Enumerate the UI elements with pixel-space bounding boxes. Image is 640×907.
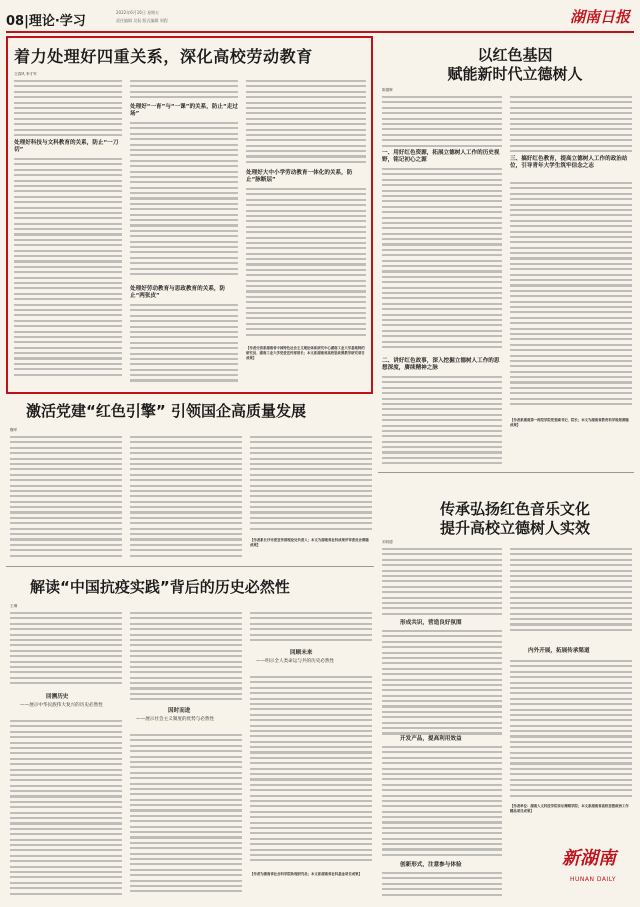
stamp-brand: 新湖南 — [562, 848, 616, 869]
article3-body-col1 — [10, 436, 122, 562]
article5-body-col2b — [130, 734, 242, 900]
article4-heading-4: 内外开展，拓展传承渠道 — [528, 648, 590, 654]
article2-heading-3: 三、搞好红色教育，提高立德树人工作的政治站位，引导青年大学生筑牢信念之志 — [510, 156, 628, 169]
article1-author: 文春风 李才军 — [14, 72, 37, 76]
article5-body-col3b — [250, 676, 372, 868]
article1-body-col2c — [130, 304, 238, 386]
article4-author-note: 【作者单位：湖南人文科技学院音乐舞蹈学院；本文系湖南省高校思想政治工作精品项目成果】 — [510, 804, 629, 813]
article2-author-note: 【作者系湖南第一师范学院党委副书记、院长；本文为湖南省教育科学规划课题成果】 — [510, 418, 629, 427]
article3-author: 魏军 — [10, 428, 18, 432]
article2-body-col1c — [382, 376, 502, 468]
article4-title: 传承弘扬红色音乐文化 提升高校立德树人实效 — [439, 500, 590, 537]
article5-body-col1b — [10, 720, 122, 900]
article5-title: 解读“中国抗疫实践”背后的历史必然性 — [30, 578, 290, 596]
article3-author-note: 【作者系长沙市委宣传部理论处负责人；本文为湖南省社科成果评审委员会课题成果】 — [250, 538, 369, 547]
article2-heading-2: 二、讲好红色故事，深入挖掘立德树人工作的思想深度，赓续精神之脉 — [382, 358, 500, 371]
article2-author: 陈德辉 — [382, 88, 393, 92]
article1-heading-3: 处理好大中小学劳动教育一体化的关系，防止“脉断层” — [246, 170, 353, 183]
article1-body-col2a — [130, 80, 238, 102]
article1-body-col3b — [246, 188, 366, 342]
header-meta-2: 责任编辑 吴侃 版式编辑 周程 — [116, 18, 168, 23]
header-meta-1: 2022年6月16日 星期五 — [116, 10, 160, 15]
divider-mid-right — [378, 472, 634, 473]
article4-heading-1: 形成共识，营造良好氛围 — [400, 620, 462, 626]
article4-heading-2: 开发产品，提高利用效益 — [400, 736, 462, 742]
article4-body-col1a — [382, 548, 502, 618]
article1-body-col1b — [14, 158, 122, 384]
article1-body-col2b — [130, 122, 238, 282]
article5-body-col3a — [250, 612, 372, 646]
divider-mid-left — [6, 566, 374, 567]
article5-heading-3-sub: ——明示全人类命运与共的历史必然性 — [256, 659, 335, 664]
article4-body-col1b — [382, 630, 502, 736]
article1-body-col3a — [246, 80, 366, 168]
stamp-sub: HUNAN DAILY — [570, 876, 616, 883]
article5-body-col1a — [10, 612, 122, 690]
article2-body-col2b — [510, 182, 632, 414]
article2-heading-1: 一、用好红色资源，拓展立德树人工作的历史视野，铭记初心之源 — [382, 150, 500, 163]
article5-heading-1: 回溯历史 — [46, 694, 69, 700]
article5-author: 王琳 — [10, 604, 18, 608]
article4-body-col2a — [510, 548, 632, 634]
article5-body-col2a — [130, 612, 242, 706]
article5-heading-2: 因时而进 — [168, 708, 191, 714]
article1-heading-1: 处理好科技与文科教育的关系，防止“一刀切” — [14, 140, 119, 153]
article4-body-col2b — [510, 660, 632, 802]
header-rule — [6, 31, 634, 33]
masthead-logo: 湖南日报 — [570, 8, 631, 26]
article5-heading-3: 回顾未来 — [290, 650, 313, 656]
article5-heading-2-sub: ——展示社会主义制度的优势与必然性 — [136, 717, 215, 722]
article1-title: 着力处理好四重关系，深化高校劳动教育 — [14, 47, 313, 66]
article3-title: 激活党建“红色引擎” 引领国企高质量发展 — [26, 402, 306, 420]
article4-heading-3: 创新形式，注意参与体验 — [400, 862, 462, 868]
article2-title: 以红色基因 赋能新时代立德树人 — [447, 46, 583, 83]
article3-body-col3 — [250, 436, 372, 534]
hunan-daily-stamp — [562, 842, 634, 902]
article1-heading-4: 处理好劳动教育与思政教育的关系，防止“两张皮” — [130, 286, 226, 299]
article4-body-col1c — [382, 746, 502, 858]
header-section-label: 08|理论·学习 — [6, 14, 86, 29]
article4-body-col1d — [382, 872, 502, 902]
article3-body-col2 — [130, 436, 242, 562]
article1-body-col1a — [14, 80, 122, 138]
article1-heading-2: 处理好“一育”与“一课”的关系，防止“走过场” — [130, 104, 238, 117]
article2-body-col2a — [510, 96, 632, 154]
article2-body-col1a — [382, 96, 502, 148]
article2-body-col1b — [382, 168, 502, 356]
article1-author-note: 【作者分别系湖南省中国特色社会主义理论体系研究中心湖南工业大学基地特约研究员、湖南工业大学党委宣传部部长；本文系湖南省高校思政课教学研究项目成果】 — [246, 346, 365, 360]
article5-author-note: 【作者为湖南省社会科学院助理研究员；本文系湖南省社科基金项目成果】 — [250, 872, 362, 876]
article4-author: 刘同德 — [382, 540, 393, 544]
article5-heading-1-sub: ——展示中华民族伟大复兴的历史必然性 — [20, 703, 103, 708]
